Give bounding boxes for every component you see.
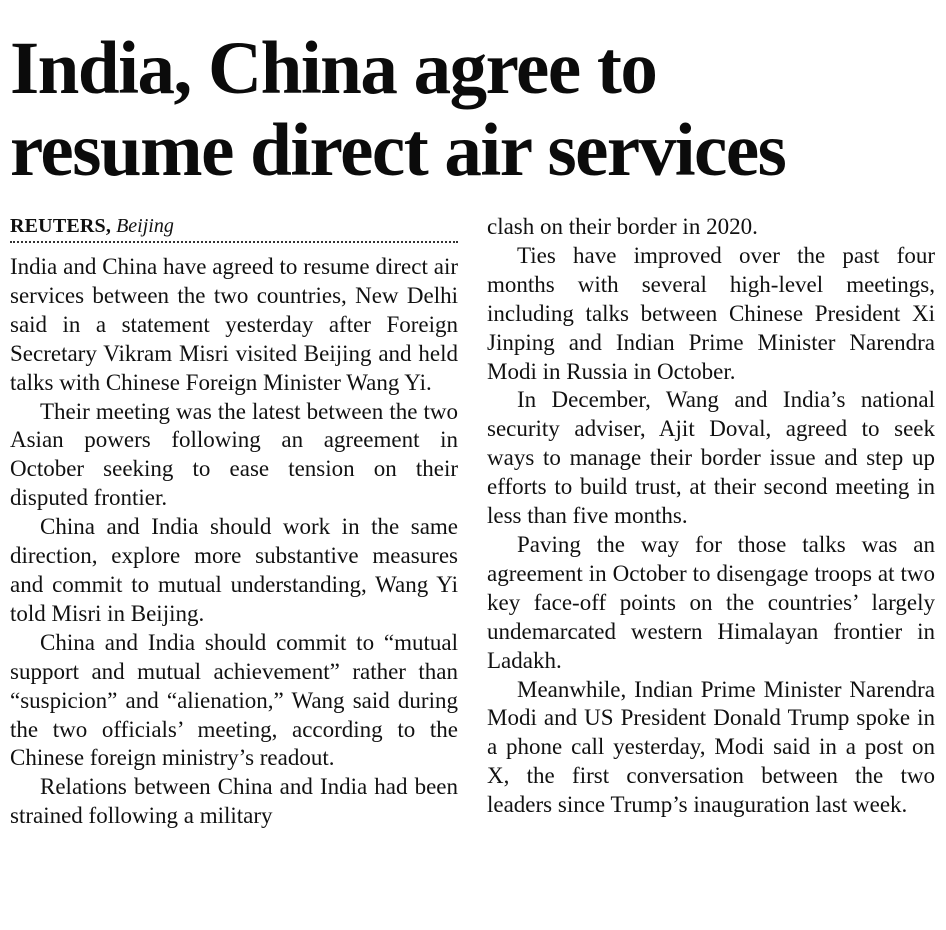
paragraph-6: Ties have improved over the past four months with several high-level meetings, including talks between Chinese President Xi Jinping and Indian Prime Minister Narendra Modi in Russia in October. [487, 242, 935, 384]
paragraph-8: Paving the way for those talks was an agreement in October to disengage troops at two key face-off points on the countries’ largely undemarcated western Himalayan frontier in Ladakh. [487, 531, 935, 673]
paragraph-7: In December, Wang and India’s national security adviser, Ajit Doval, agreed to seek ways to manage their border issue and step up efforts to build trust, at their second meeting in less than five months. [487, 387, 935, 529]
paragraph-5-continued: clash on their border in 2020. [487, 214, 758, 239]
paragraph-4: China and India should commit to “mutual support and mutual achievement” rather than “suspicion” and “alienation,” Wang said during the two officials’ meeting, according to the Chinese foreign ministry’s readout. [10, 629, 458, 771]
byline [10, 213, 458, 243]
paragraph-3: China and India should work in the same direction, explore more substantive measures and commit to mutual understanding, Wang Yi told Misri in Beijing. [10, 514, 458, 626]
left-column [10, 213, 458, 831]
paragraph-2: Their meeting was the latest between the two Asian powers following an agreement in October seeking to ease tension on their disputed frontier. [10, 398, 458, 511]
paragraph-1: India and China have agreed to resume direct air services between the two countries, New Delhi said in a statement yesterday after Foreign Secretary Vikram Misri visited Beijing and held talks with Chinese Foreign Minister Wang Yi. [10, 254, 458, 395]
paragraph-9: Meanwhile, Indian Prime Minister Narendra Modi and US President Donald Trump spoke in a phone call yesterday, Modi said in a post on X, the first conversation between the two leaders since Trump’s inauguration last week. [487, 676, 935, 818]
headline [10, 28, 940, 192]
byline-dateline: Beijing [116, 215, 174, 237]
right-column [487, 213, 935, 820]
paragraph-5: Relations between China and India had been strained following a military [10, 774, 458, 829]
headline-line-1: India, China agree to [10, 27, 657, 110]
byline-agency: REUTERS, [10, 215, 112, 237]
headline-line-2: resume direct air services [10, 109, 786, 192]
